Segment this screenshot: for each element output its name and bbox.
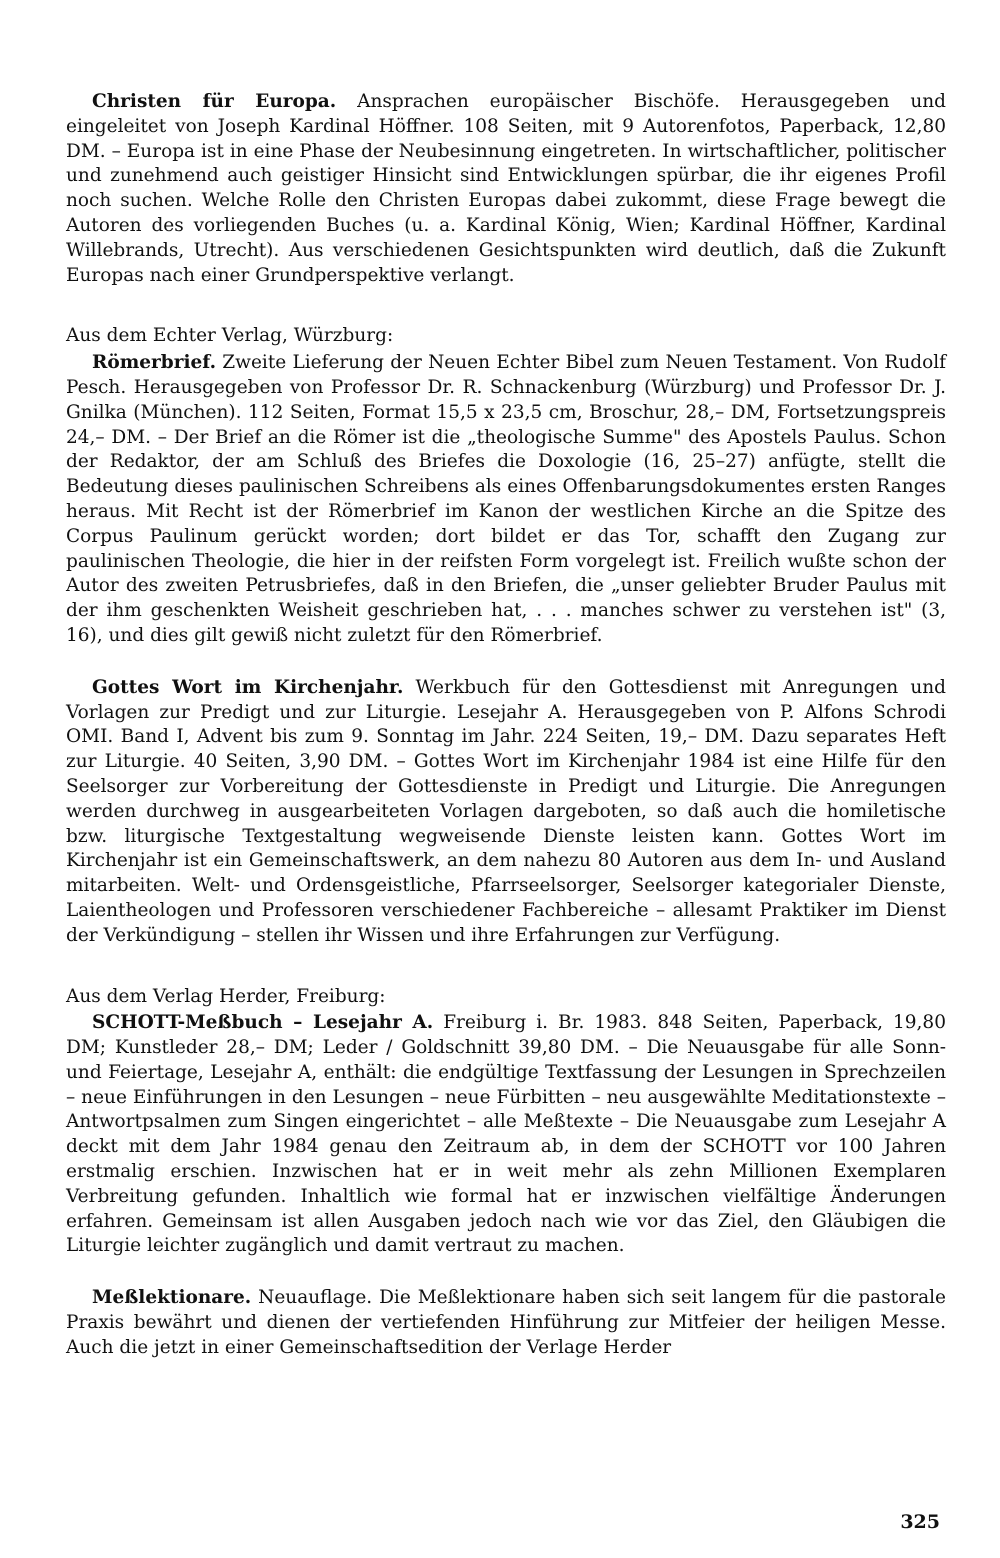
- book-title: Meßlektionare.: [92, 1287, 252, 1309]
- book-description: Ansprachen europäischer Bischöfe. Herausgegeben und eingeleitet von Joseph Kardinal Höffner. 108 Seiten, mit 9 Autorenfotos, Paperback, 12,80 DM. – Europa ist in eine Phase der Neubesinnung eingetreten. In wirtschaftlicher, politischer und zunehmend auch geistiger Hinsicht sind Entwicklungen spürbar, die ihr eigenes Profil noch suchen. Welche Rolle den Christen Europas dabei zukommt, diese Frage bewegt die Autoren des vorliegenden Buches (u. a. Kardinal König, Wien; Kardinal Höffner, Kardinal Willebrands, Utrecht). Aus verschiedenen Gesichtspunkten wird deutlich, daß die Zukunft Europas nach einer Grundperspektive verlangt.: [66, 91, 947, 286]
- book-title: SCHOTT-Meßbuch – Lesejahr A.: [92, 1012, 434, 1034]
- book-entry-schott-messbuch: [66, 1011, 946, 1259]
- book-title: Gottes Wort im Kirchenjahr.: [92, 676, 404, 698]
- book-description: Neuauflage. Die Meßlektionare haben sich seit langem für die pastorale Praxis bewährt und dienen der vertiefenden Hinführung zur Mitfeier der heiligen Messe. Auch die jetzt in einer Gemeinschaftsedition der Verlage Herder: [66, 1287, 946, 1358]
- book-description: Freiburg i. Br. 1983. 848 Seiten, Paperback, 19,80 DM; Kunstleder 28,– DM; Leder / Goldschnitt 39,80 DM. – Die Neuausgabe für alle Sonn- und Feiertage, Lesejahr A, enthält: die endgültige Textfassung der Lesungen in Sprechzeilen – neue Einführungen in den Lesungen – neue Fürbitten – neu ausgewählte Meditationstexte – Antwortpsalmen zum Singen eingerichtet – alle Meßtexte – Die Neuausgabe zum Lesejahr A deckt mit dem Jahr 1984 genau den Zeitraum ab, in dem der SCHOTT vor 100 Jahren erstmalig erschien. Inzwischen hat er in weit mehr als zehn Millionen Exemplaren Verbreitung gefunden. Inhaltlich wie formal hat er inzwischen vielfältige Änderungen erfahren. Gemeinsam ist allen Ausgaben jedoch nach wie vor das Ziel, den Gläubigen die Liturgie leichter zugänglich und damit vertraut zu machen.: [66, 1012, 946, 1257]
- page-content: [66, 90, 946, 1361]
- book-entry-christen-fuer-europa: [66, 90, 946, 288]
- publisher-heading-herder: Aus dem Verlag Herder, Freiburg:: [66, 985, 386, 1007]
- book-description: Werkbuch für den Gottesdienst mit Anregungen und Vorlagen zur Predigt und zur Liturgie. Lesejahr A. Herausgegeben von P. Alfons Schrodi OMI. Band I, Advent bis zum 9. Sonntag im Jahr. 224 Seiten, 19,– DM. Dazu separates Heft zur Liturgie. 40 Seiten, 3,90 DM. – Gottes Wort im Kirchenjahr 1984 ist eine Hilfe für den Seelsorger zur Vorbereitung der Gottesdienste in Predigt und Liturgie. Die Anregungen werden durchweg in ausgearbeiteten Vorlagen dargeboten, so daß auch die homiletische bzw. liturgische Textgestaltung wegweisende Dienste leisten kann. Gottes Wort im Kirchenjahr ist ein Gemeinschaftswerk, an dem nahezu 80 Autoren aus dem In- und Ausland mitarbeiten. Welt- und Ordensgeistliche, Pfarrseelsorger, Seelsorger kategorialer Dienste, Laientheologen und Professoren verschiedener Fachbereiche – allesamt Praktiker im Dienst der Verkündigung – stellen ihr Wissen und ihre Erfahrungen zur Verfügung.: [66, 676, 946, 946]
- book-entry-gottes-wort: [66, 676, 946, 949]
- book-description: Zweite Lieferung der Neuen Echter Bibel zum Neuen Testament. Von Rudolf Pesch. Herausgegeben von Professor Dr. R. Schnackenburg (Würzburg) und Professor Dr. J. Gnilka (München). 112 Seiten, Format 15,5 x 23,5 cm, Broschur, 28,– DM, Fortsetzungspreis 24,– DM. – Der Brief an die Römer ist die „theologische Summe" des Apostels Paulus. Schon der Redaktor, der am Schluß des Briefes die Doxologie (16, 25–27) anfügte, stellt die Bedeutung dieses paulinischen Schreibens als eines Offenbarungsdokumentes ersten Ranges heraus. Mit Recht ist der Römerbrief im Kanon der westlichen Kirche an die Spitze des Corpus Paulinum gerückt worden; dort bildet er das Tor, schafft den Zugang zur paulinischen Theologie, die hier in der reifsten Form vorgelegt ist. Freilich wußte schon der Autor des zweiten Petrusbriefes, daß in den Briefen, die „unser geliebter Bruder Paulus mit der ihm geschenkten Weisheit geschrieben hat, . . . manches schwer zu verstehen ist" (3, 16), und dies gilt gewiß nicht zuletzt für den Römerbrief.: [66, 352, 946, 646]
- publisher-heading-echter: Aus dem Echter Verlag, Würzburg:: [66, 325, 394, 347]
- page-number: 325: [900, 1511, 940, 1533]
- book-entry-messlektionare: [66, 1286, 946, 1360]
- book-title: Römerbrief.: [92, 352, 217, 374]
- book-entry-roemerbrief: [66, 351, 946, 649]
- book-title: Christen für Europa.: [92, 91, 337, 112]
